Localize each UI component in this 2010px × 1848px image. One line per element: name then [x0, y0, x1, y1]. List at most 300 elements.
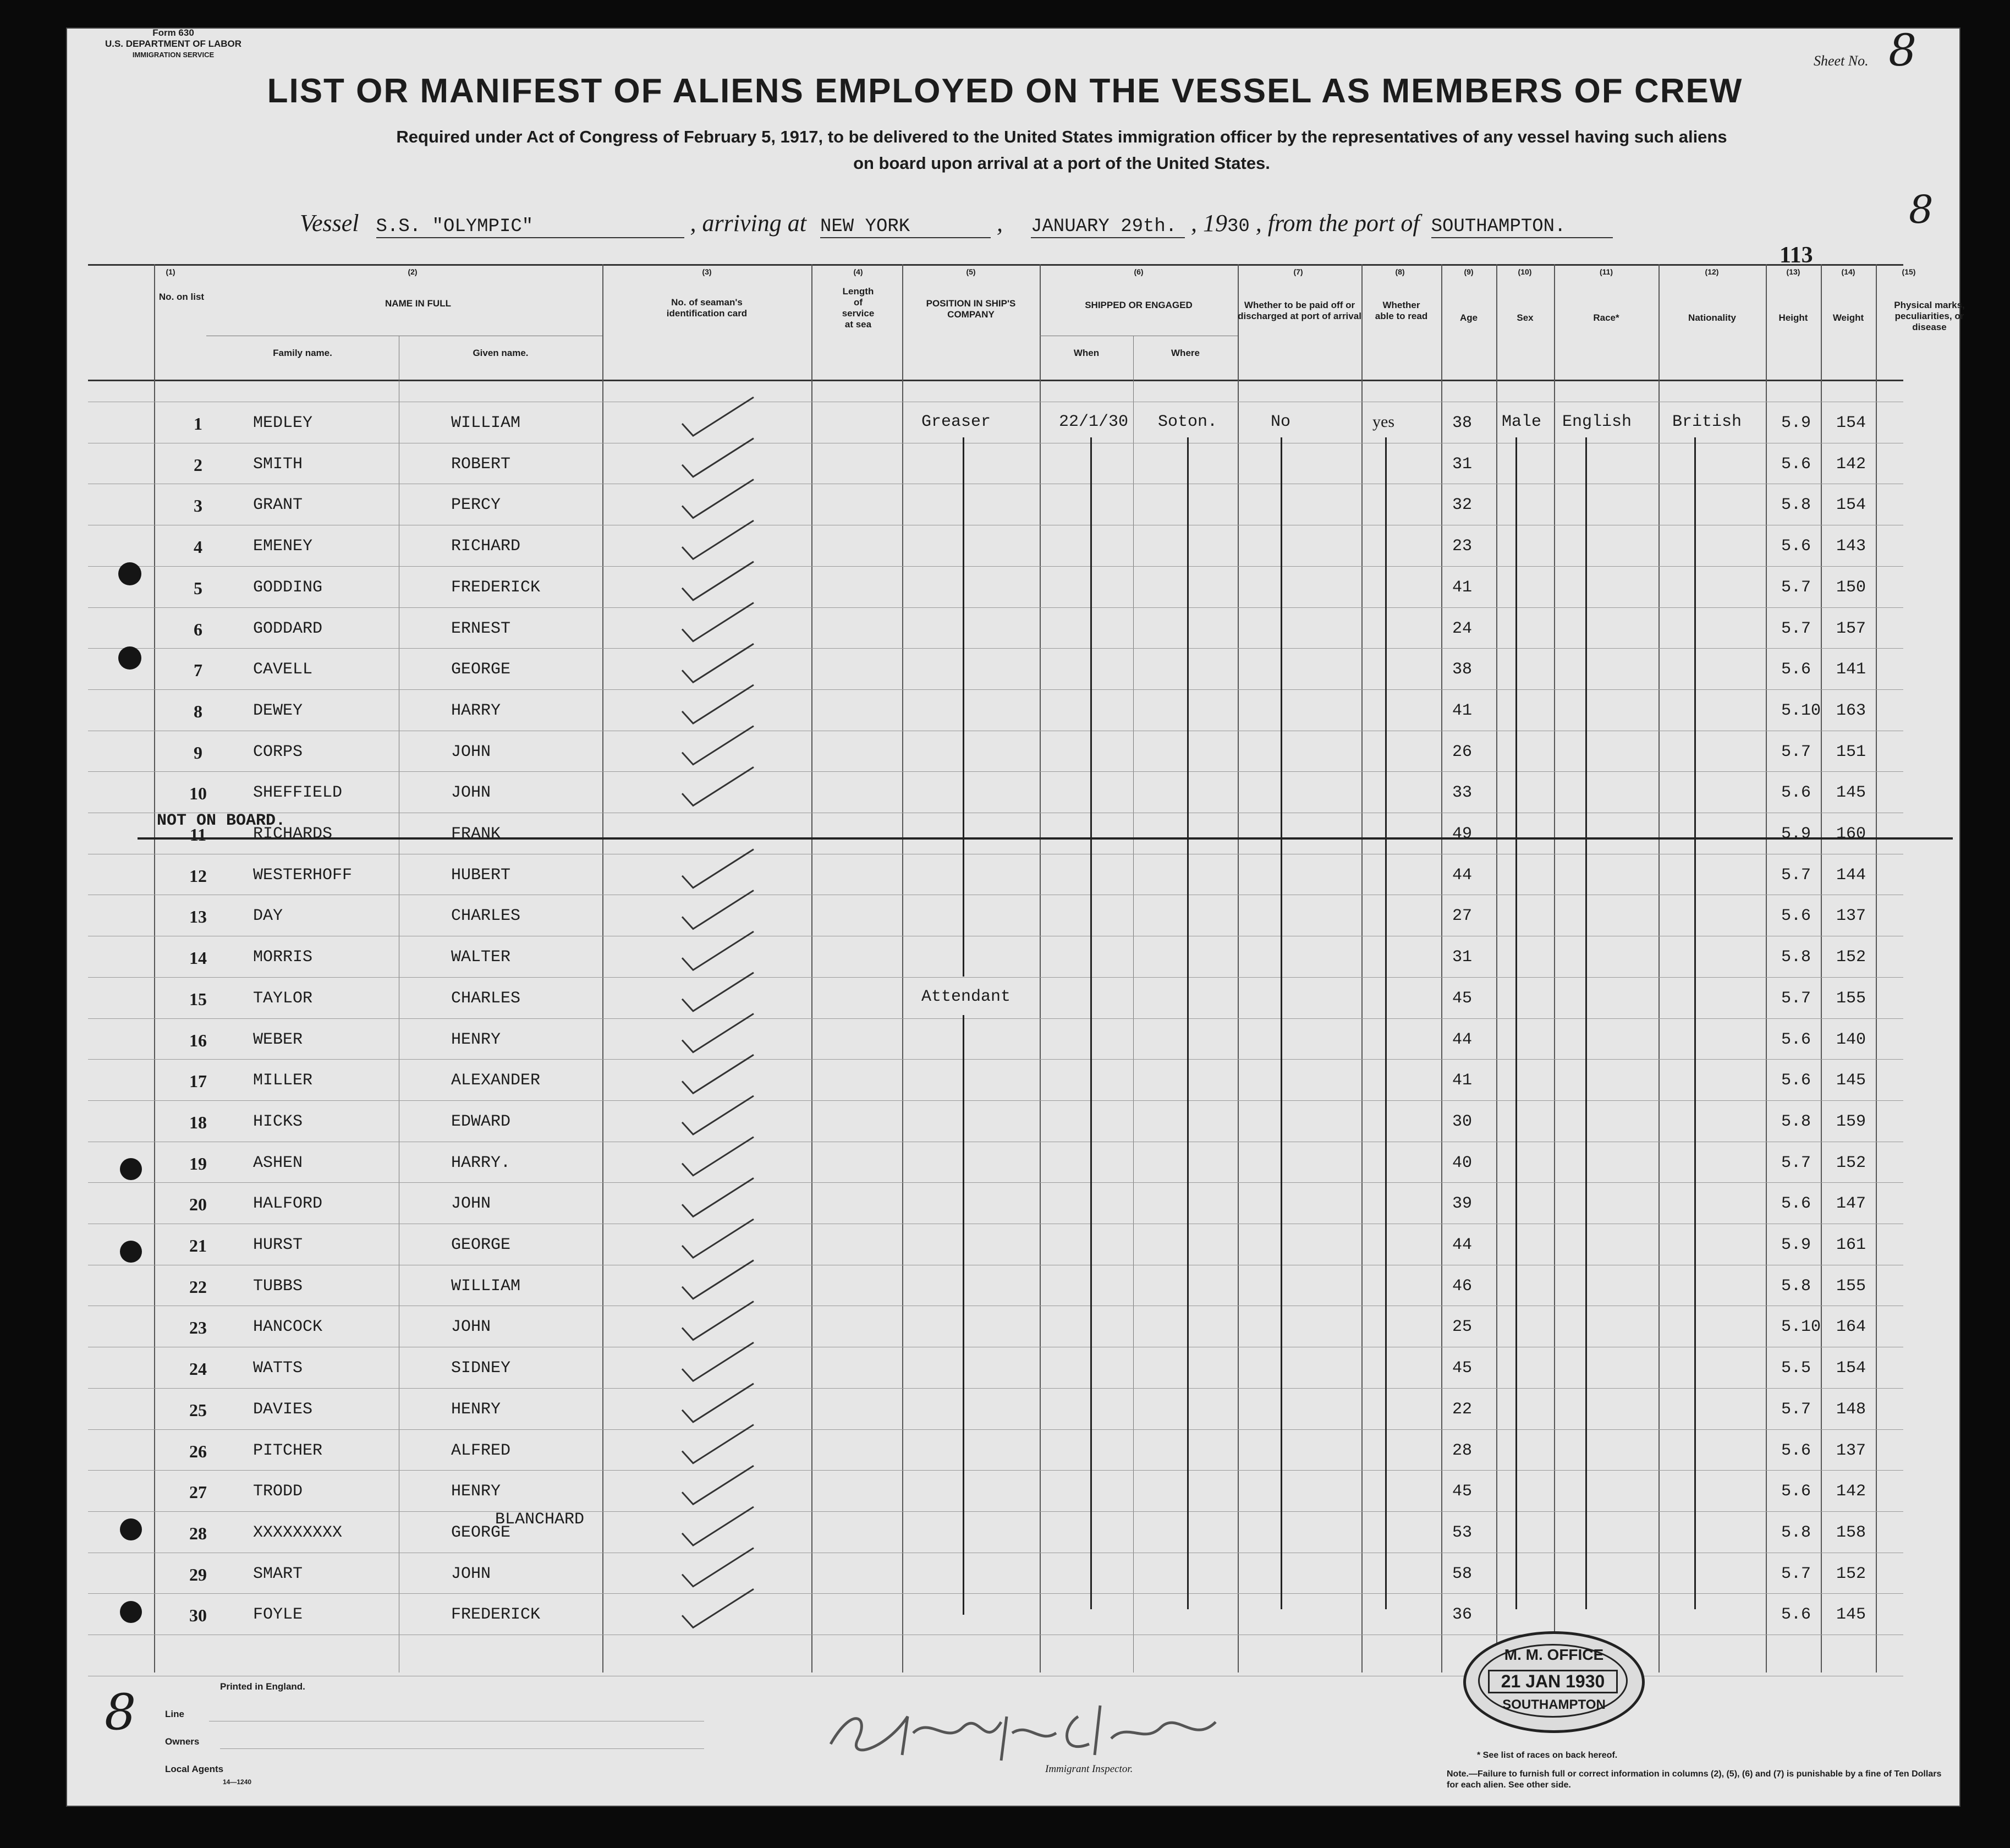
cell-weight: 158: [1836, 1523, 1866, 1542]
cell-family: SMITH: [253, 454, 303, 474]
cell-height: 5.6: [1781, 907, 1811, 926]
stamp-office: M. M. OFFICE: [1504, 1646, 1604, 1663]
page-number: 113: [1780, 243, 1813, 268]
form-header: [83, 28, 264, 61]
check-mark: [682, 1466, 754, 1504]
cell-height: 5.7: [1781, 1564, 1811, 1583]
subtitle-line-1: Required under Act of Congress of February 5, 1917, to be delivered to the United States immigration officer by the representatives of any vessel having such aliens: [396, 127, 1727, 146]
check-mark: [682, 562, 754, 600]
cell-family: HANCOCK: [253, 1318, 323, 1337]
ditto-line-paid-off: [1281, 437, 1282, 1609]
cell-family: WATTS: [253, 1359, 303, 1378]
ruled-line: [88, 1470, 1903, 1471]
row-number: 15: [189, 989, 207, 1009]
cell-weight: 152: [1836, 948, 1866, 967]
cell-weight: 164: [1836, 1318, 1866, 1337]
cell-given: WILLIAM: [451, 414, 521, 432]
col3-header: No. of seaman's identification card: [666, 297, 748, 319]
cell-height: 5.6: [1781, 1482, 1811, 1501]
cell-height: 5.5: [1781, 1359, 1811, 1378]
row-number: 7: [194, 660, 202, 681]
cell-family: CORPS: [253, 742, 303, 761]
col11-number: (11): [1599, 267, 1613, 276]
cell-age: 30: [1452, 1112, 1473, 1131]
col-divider: [154, 264, 155, 1672]
cell-height: 5.6: [1781, 1030, 1811, 1049]
ditto-line-sex: [1515, 437, 1517, 1609]
arrival-date: JANUARY 29th.: [1031, 216, 1185, 238]
cell-family: TAYLOR: [253, 989, 313, 1008]
signature-drawing: [820, 1684, 1238, 1766]
nationality-value: British: [1672, 413, 1742, 431]
cell-height: 5.7: [1781, 989, 1811, 1008]
col1-number: (1): [166, 267, 175, 276]
row-number: 6: [194, 619, 202, 639]
row-number: 27: [189, 1482, 207, 1502]
ruled-line: [88, 1593, 1903, 1594]
cell-family: WEBER: [253, 1030, 303, 1049]
cell-weight: 152: [1836, 1153, 1866, 1172]
check-mark: [682, 644, 754, 682]
page-title: LIST OR MANIFEST OF ALIENS EMPLOYED ON THE VESSEL AS MEMBERS OF CREW: [267, 72, 1743, 110]
col15-number: (15): [1902, 267, 1916, 276]
row-number: 9: [194, 742, 202, 763]
cell-age: 22: [1452, 1400, 1473, 1419]
cell-given: HARRY: [451, 701, 501, 720]
ditto-line-position: [963, 437, 964, 977]
check-mark: [682, 1178, 754, 1216]
cell-height: 5.6: [1781, 1194, 1811, 1214]
shipped-where: Soton.: [1158, 413, 1218, 431]
cell-given: CHARLES: [451, 907, 521, 926]
check-mark: [682, 973, 754, 1011]
cell-weight: 137: [1836, 1441, 1866, 1460]
col2-header: NAME IN FULL: [385, 298, 451, 309]
cell-family: HURST: [253, 1236, 303, 1254]
row-11-strike: [138, 837, 1953, 840]
col-divider: [1040, 264, 1041, 1672]
ditto-line-nationality: [1694, 437, 1696, 1609]
cell-given: ALEXANDER: [451, 1071, 541, 1090]
row-number: 21: [189, 1236, 207, 1255]
cell-weight: 155: [1836, 1276, 1866, 1296]
height-header: Height: [1778, 312, 1808, 323]
cell-age: 41: [1452, 701, 1473, 720]
cell-given: FREDERICK: [451, 1605, 541, 1625]
cell-height: 5.9: [1781, 1236, 1811, 1254]
col5-header: POSITION IN SHIP'S COMPANY: [926, 298, 1016, 320]
cell-height: 5.7: [1781, 865, 1811, 885]
cell-given: JOHN: [451, 1318, 491, 1337]
cell-height: 5.6: [1781, 783, 1811, 803]
cell-height: 5.8: [1781, 1276, 1811, 1296]
cell-age: 45: [1452, 989, 1473, 1008]
sheet-number-block: [1814, 25, 1916, 76]
cell-age: 32: [1452, 496, 1473, 515]
col1-header: No. on list: [158, 292, 205, 302]
check-mark: [682, 1425, 754, 1463]
cell-given: SIDNEY: [451, 1359, 511, 1378]
cell-family: GODDARD: [253, 619, 323, 638]
row-number: 11: [189, 825, 207, 845]
cell-weight: 154: [1836, 414, 1866, 432]
cell-given: WILLIAM: [451, 1276, 521, 1296]
cell-height: 5.6: [1781, 537, 1811, 556]
check-mark: [682, 1548, 754, 1587]
cell-height: 5.9: [1781, 414, 1811, 432]
mm-office-stamp: [1463, 1631, 1645, 1733]
check-mark: [682, 1014, 754, 1052]
ruled-line: [88, 648, 1903, 649]
cell-weight: 147: [1836, 1194, 1866, 1214]
ditto-line-where: [1187, 437, 1189, 1609]
cell-weight: 159: [1836, 1112, 1866, 1131]
check-mark: [682, 1589, 754, 1627]
cell-age: 25: [1452, 1318, 1473, 1337]
race-value: English: [1562, 413, 1632, 431]
check-mark: [682, 520, 754, 559]
binder-hole: [118, 646, 141, 670]
cell-weight: 163: [1836, 701, 1866, 720]
owners-field: [220, 1748, 704, 1749]
check-mark: [682, 438, 754, 477]
row-number: 8: [194, 701, 202, 721]
ruled-line: [88, 1059, 1903, 1060]
cell-age: 41: [1452, 578, 1473, 597]
check-mark: [682, 1384, 754, 1422]
cell-age: 28: [1452, 1441, 1473, 1460]
cell-age: 36: [1452, 1605, 1473, 1625]
physical-marks-header: Physical marks, peculiarities, or disease: [1894, 300, 1965, 332]
cell-height: 5.6: [1781, 1605, 1811, 1625]
row-number: 19: [189, 1153, 207, 1173]
arriving-label: arriving at: [702, 210, 806, 237]
departure-port: SOUTHAMPTON.: [1431, 216, 1613, 238]
cell-family: MILLER: [253, 1071, 313, 1090]
binder-hole: [120, 1518, 142, 1540]
cell-given: ROBERT: [451, 454, 511, 474]
check-mark: [682, 1096, 754, 1134]
cell-age: 33: [1452, 783, 1473, 803]
cell-family: FOYLE: [253, 1605, 303, 1625]
vessel-label: Vessel: [300, 210, 359, 237]
sheet-label: Sheet No.: [1813, 53, 1869, 69]
ruled-line: [88, 1100, 1903, 1101]
cell-weight: 157: [1836, 619, 1866, 638]
check-mark: [682, 767, 754, 805]
ruled-line: [88, 1511, 1903, 1512]
ditto-line-when: [1090, 437, 1092, 1609]
able-to-read-value: yes: [1372, 413, 1394, 431]
cell-given: GEORGE: [451, 1236, 511, 1254]
cell-family: WESTERHOFF: [253, 865, 353, 885]
check-mark: [682, 397, 754, 436]
cell-given: GEORGE: [451, 1523, 511, 1542]
row-number: 2: [194, 454, 202, 475]
row-number: 22: [189, 1276, 207, 1297]
check-mark: [682, 849, 754, 888]
cell-height: 5.6: [1781, 454, 1811, 474]
col-divider: [1441, 264, 1442, 1672]
cell-given: JOHN: [451, 1564, 491, 1583]
cell-height: 5.6: [1781, 1071, 1811, 1090]
cell-height: 5.8: [1781, 1523, 1811, 1542]
ruled-line: [88, 1388, 1903, 1389]
ditto-line-read: [1385, 437, 1387, 1609]
col-divider: [1361, 264, 1363, 1672]
ditto-line-race: [1585, 437, 1587, 1609]
cell-given: RICHARD: [451, 537, 521, 556]
cell-weight: 154: [1836, 1359, 1866, 1378]
penalty-note: Note.—Failure to furnish full or correct information in columns (2), (5), (6) and (7) is punishable by a fine of Ten Dollars for each alien. See other side.: [1447, 1769, 1942, 1790]
cell-family: HALFORD: [253, 1194, 323, 1214]
cell-family: CAVELL: [253, 660, 313, 679]
cell-weight: 145: [1836, 1605, 1866, 1625]
row-number: 23: [189, 1318, 207, 1338]
year-prefix: 19: [1202, 210, 1227, 237]
cell-given: PERCY: [451, 496, 501, 515]
position-greaser: Greaser: [921, 413, 991, 431]
department-name: U.S. DEPARTMENT OF LABOR: [105, 39, 242, 49]
cell-age: 38: [1452, 660, 1473, 679]
cell-age: 26: [1452, 742, 1473, 761]
row-number: 29: [189, 1564, 207, 1584]
check-mark: [682, 1342, 754, 1381]
ruled-line: [88, 771, 1903, 772]
col3-number: (3): [702, 267, 712, 276]
cell-weight: 141: [1836, 660, 1866, 679]
form-code: 14—1240: [223, 1778, 252, 1786]
cell-age: 44: [1452, 1030, 1473, 1049]
cell-family: DAY: [253, 907, 283, 926]
owners-label: Owners: [165, 1736, 200, 1747]
ruled-line: [88, 1018, 1903, 1019]
cell-height: 5.6: [1781, 1441, 1811, 1460]
col7-header: Whether to be paid off or discharged at port of arrival: [1238, 300, 1361, 321]
cell-age: 45: [1452, 1359, 1473, 1378]
cell-age: 31: [1452, 948, 1473, 967]
check-mark: [682, 1301, 754, 1340]
cell-age: 38: [1452, 414, 1473, 432]
cell-height: 5.9: [1781, 825, 1811, 843]
shipped-when: 22/1/30: [1059, 413, 1129, 431]
sex-header: Sex: [1517, 312, 1534, 323]
cell-weight: 140: [1836, 1030, 1866, 1049]
family-name-header: Family name.: [273, 348, 332, 358]
col-divider: [1766, 264, 1767, 1672]
cell-given: FRANK: [451, 825, 501, 843]
printed-note: Printed in England.: [220, 1681, 305, 1692]
position-attendant: Attendant: [921, 988, 1011, 1006]
ruled-line: [88, 1182, 1903, 1183]
cell-given: GEORGE: [451, 660, 511, 679]
col4-number: (4): [853, 267, 863, 276]
cell-given: HARRY.: [451, 1153, 511, 1172]
binder-hole: [120, 1158, 142, 1180]
crew-table: [88, 264, 1965, 1672]
cell-weight: 144: [1836, 865, 1866, 885]
col-divider: [1238, 264, 1239, 1672]
ruled-line: [88, 977, 1903, 978]
row-number: 14: [189, 948, 207, 968]
cell-age: 53: [1452, 1523, 1473, 1542]
col9-number: (9): [1464, 267, 1474, 276]
cell-age: 44: [1452, 1236, 1473, 1254]
subtitle-line-2: on board upon arrival at a port of the United States.: [853, 153, 1270, 173]
cell-age: 49: [1452, 825, 1473, 843]
not-on-board-note: NOT ON BOARD.: [157, 811, 286, 830]
cell-age: 44: [1452, 865, 1473, 885]
col-divider: [1876, 264, 1877, 1672]
stamp-location: SOUTHAMPTON: [1502, 1697, 1606, 1712]
cell-given: CHARLES: [451, 989, 521, 1008]
cell-given: JOHN: [451, 742, 491, 761]
col6-number: (6): [1134, 267, 1144, 276]
cell-family: EMENEY: [253, 537, 313, 556]
row-number: 16: [189, 1030, 207, 1050]
cell-height: 5.8: [1781, 496, 1811, 515]
cell-height: 5.8: [1781, 948, 1811, 967]
cell-height: 5.6: [1781, 660, 1811, 679]
binder-hole: [118, 562, 141, 585]
given-name-header: Given name.: [473, 348, 529, 358]
row-number: 28: [189, 1523, 207, 1543]
col-divider: [1554, 264, 1555, 1672]
side-mark: 8: [1909, 187, 1934, 232]
cell-family: GRANT: [253, 496, 303, 515]
ruled-line: [88, 689, 1903, 690]
cell-family: TRODD: [253, 1482, 303, 1501]
cell-age: 45: [1452, 1482, 1473, 1501]
row-number: 17: [189, 1071, 207, 1092]
page-subtitle: [319, 124, 1804, 177]
cell-given: JOHN: [451, 1194, 491, 1214]
cell-weight: 151: [1836, 742, 1866, 761]
cell-weight: 155: [1836, 989, 1866, 1008]
cell-given: FREDERICK: [451, 578, 541, 597]
ruled-line: [88, 1429, 1903, 1430]
age-header: Age: [1459, 312, 1478, 323]
cell-family: DEWEY: [253, 701, 303, 720]
cell-age: 40: [1452, 1153, 1473, 1172]
check-mark: [682, 1260, 754, 1299]
inspector-label: Immigrant Inspector.: [1045, 1763, 1133, 1775]
local-agents-label: Local Agents: [165, 1764, 224, 1774]
col14-number: (14): [1841, 267, 1855, 276]
footer-side-mark: 8: [105, 1684, 136, 1741]
row-number: 1: [194, 414, 202, 434]
cell-given: HENRY: [451, 1482, 501, 1501]
col4-header: Length of service at sea: [842, 286, 875, 330]
row-number: 24: [189, 1359, 207, 1379]
cell-family: DAVIES: [253, 1400, 313, 1419]
shipped-subdivider: [1133, 336, 1134, 1672]
cell-age: 39: [1452, 1194, 1473, 1214]
cell-given: ERNEST: [451, 619, 511, 638]
nationality-header: Nationality: [1688, 312, 1736, 323]
sheet-number: 8: [1888, 25, 1916, 76]
row-number: 5: [194, 578, 202, 598]
cell-weight: 160: [1836, 825, 1866, 843]
check-mark: [682, 685, 754, 723]
vessel-line: Vessel S.S. "OLYMPIC" , arriving at NEW YORK , JANUARY 29th. , 1930 , from the port of SOUTHAMPTON.: [300, 209, 1613, 238]
row-number: 10: [189, 783, 207, 804]
year-suffix: 30: [1227, 216, 1250, 237]
cell-height: 5.10: [1781, 701, 1821, 720]
ditto-line-position: [963, 1015, 964, 1615]
paid-off-value: No: [1271, 413, 1291, 431]
check-marks: [671, 374, 935, 1684]
form-number: Form 630: [152, 28, 194, 38]
cell-weight: 154: [1836, 496, 1866, 515]
from-label: from the port of: [1267, 210, 1420, 237]
race-footnote: * See list of races on back hereof.: [1477, 1751, 1618, 1760]
cell-height: 5.7: [1781, 742, 1811, 761]
check-mark: [682, 1055, 754, 1093]
col-divider: [1496, 264, 1497, 1672]
cell-age: 46: [1452, 1276, 1473, 1296]
arrival-port: NEW YORK: [820, 216, 991, 238]
vessel-name: S.S. "OLYMPIC": [376, 216, 684, 238]
col-divider: [1658, 264, 1660, 1672]
binder-hole: [120, 1601, 142, 1623]
col12-number: (12): [1705, 267, 1719, 276]
cell-height: 5.7: [1781, 1153, 1811, 1172]
row-number: 18: [189, 1112, 207, 1132]
stamp-date: 21 JAN 1930: [1488, 1670, 1618, 1693]
cell-weight: 150: [1836, 578, 1866, 597]
check-mark: [682, 1219, 754, 1258]
cell-given: HENRY: [451, 1030, 501, 1049]
cell-given: ALFRED: [451, 1441, 511, 1460]
cell-given: WALTER: [451, 948, 511, 967]
cell-weight: 142: [1836, 1482, 1866, 1501]
cell-given: HENRY: [451, 1400, 501, 1419]
cell-height: 5.7: [1781, 619, 1811, 638]
row-number: 4: [194, 537, 202, 557]
cell-age: 24: [1452, 619, 1473, 638]
race-header: Race*: [1593, 312, 1619, 323]
cell-age: 27: [1452, 907, 1473, 926]
row-number: 3: [194, 496, 202, 516]
check-mark: [682, 931, 754, 970]
check-mark: [682, 1507, 754, 1545]
cell-height: 5.7: [1781, 1400, 1811, 1419]
check-mark: [682, 479, 754, 518]
check-mark: [682, 890, 754, 929]
col-divider: [1821, 264, 1822, 1672]
col5-number: (5): [966, 267, 976, 276]
cell-family: SHEFFIELD: [253, 783, 343, 803]
cell-weight: 145: [1836, 783, 1866, 803]
check-mark: [682, 726, 754, 765]
cell-weight: 148: [1836, 1400, 1866, 1419]
where-header: Where: [1171, 348, 1200, 358]
cell-age: 23: [1452, 537, 1473, 556]
row-number: 20: [189, 1194, 207, 1215]
col8-header: Whether able to read: [1375, 300, 1428, 321]
cell-family: GODDING: [253, 578, 323, 597]
check-mark: [682, 1137, 754, 1176]
binder-hole: [120, 1241, 142, 1263]
row-number: 26: [189, 1441, 207, 1461]
inspector-signature: [820, 1684, 1238, 1766]
weight-header: Weight: [1832, 312, 1864, 323]
cell-given: HUBERT: [451, 865, 511, 885]
cell-age: 31: [1452, 454, 1473, 474]
cell-family: MEDLEY: [253, 414, 313, 432]
cell-age: 58: [1452, 1564, 1473, 1583]
